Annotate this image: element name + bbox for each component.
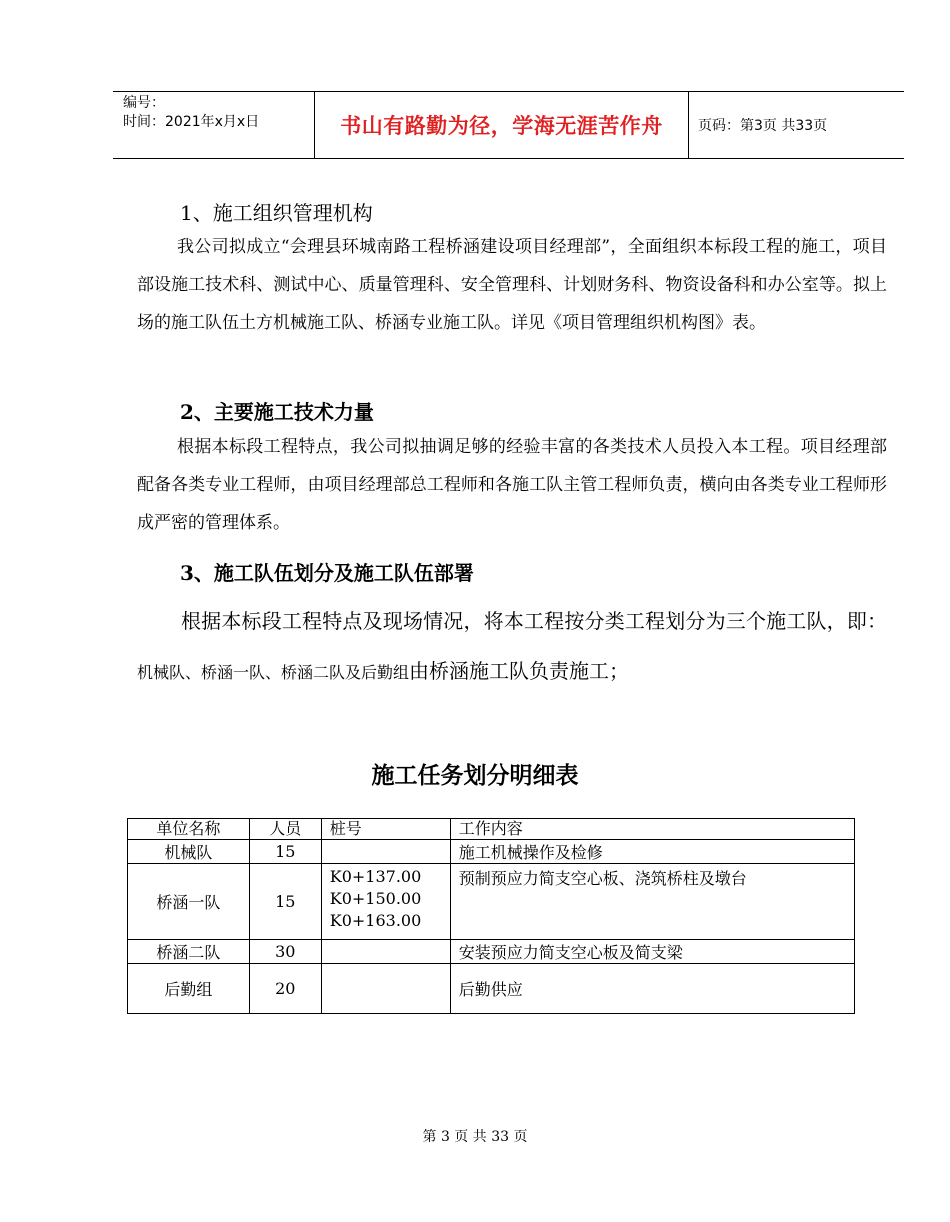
stake-number: K0+150.00 (329, 889, 422, 908)
table-title: 施工任务划分明细表 (371, 762, 579, 789)
section-heading-2: 2、主要施工技术力量 (180, 400, 374, 424)
cell-unit: 机械队 (128, 840, 250, 864)
section-body-3-part3: 由桥涵施工队负责施工； (409, 659, 630, 683)
page-header (113, 91, 904, 159)
column-header-unit: 单位名称 (128, 819, 250, 840)
document-number-label: 编号： (123, 95, 165, 111)
cell-stakes (321, 964, 450, 1014)
table-row (128, 864, 855, 940)
header-motto-cell (315, 92, 689, 158)
table-row (128, 940, 855, 964)
section-body-3-part1: 根据本标段工程特点及现场情况，将本工程按分类工程划分为三个施工队，即： (181, 609, 887, 633)
document-date: 时间：2021年x月x日 (123, 114, 260, 130)
cell-unit: 桥涵一队 (128, 864, 250, 940)
table-header-row (128, 819, 855, 840)
header-page-info-cell (688, 92, 904, 158)
cell-people: 15 (249, 864, 321, 940)
cell-work: 安装预应力简支空心板及简支梁 (450, 940, 854, 964)
cell-people: 30 (249, 940, 321, 964)
table-row (128, 840, 855, 864)
column-header-people: 人员 (249, 819, 321, 840)
table-row (128, 964, 855, 1014)
cell-people: 20 (249, 964, 321, 1014)
task-table (127, 818, 855, 1014)
column-header-work: 工作内容 (450, 819, 854, 840)
stake-number: K0+163.00 (329, 911, 422, 930)
cell-stakes (321, 864, 450, 940)
cell-work: 施工机械操作及检修 (450, 840, 854, 864)
section-body-3 (137, 596, 887, 698)
section-heading-3: 3、施工队伍划分及施工队伍部署 (180, 561, 474, 585)
header-meta (113, 92, 315, 158)
cell-unit: 后勤组 (128, 964, 250, 1014)
section-body-3-part2: 机械队、桥涵一队、桥涵二队及后勤组 (137, 663, 410, 682)
stake-number: K0+137.00 (329, 867, 422, 886)
section-body-2: 根据本标段工程特点，我公司拟抽调足够的经验丰富的各类技术人员投入本工程。项目经理部配备各类专业工程师，由项目经理部总工程师和各施工队主管工程师负责，横向由各类专业工程师形成严密的管理体系。 (137, 437, 887, 533)
cell-stakes (321, 940, 450, 964)
column-header-stakes: 桩号 (321, 819, 450, 840)
cell-stakes (321, 840, 450, 864)
cell-unit: 桥涵二队 (128, 940, 250, 964)
cell-work: 后勤供应 (450, 964, 854, 1014)
cell-work: 预制预应力简支空心板、浇筑桥柱及墩台 (450, 864, 854, 940)
header-motto: 书山有路勤为径，学海无涯苦作舟 (340, 114, 663, 138)
section-body-1: 我公司拟成立“会理县环城南路工程桥涵建设项目经理部”，全面组织本标段工程的施工，项目部设施工技术科、测试中心、质量管理科、安全管理科、计划财务科、物资设备科和办公室等。拟上场的施工队伍土方机械施工队、桥涵专业施工队。详见《项目管理组织机构图》表。 (137, 237, 887, 333)
header-page-info: 页码：第3页 共33页 (698, 118, 828, 134)
page-footer: 第 3 页 共 33 页 (422, 1129, 528, 1145)
section-heading-1: 1、施工组织管理机构 (180, 201, 373, 225)
cell-people: 15 (249, 840, 321, 864)
